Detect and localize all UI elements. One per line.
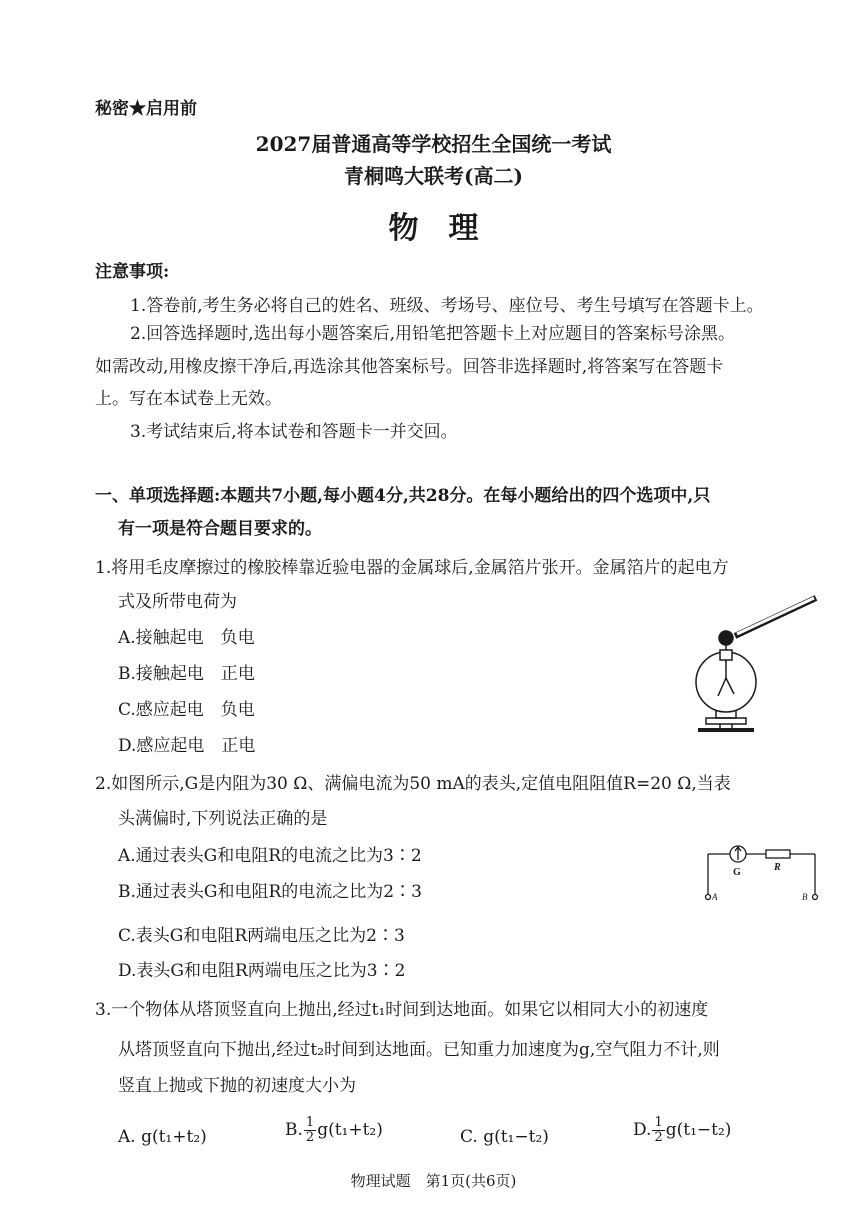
q3-stem-cont: 从塔顶竖直向下抛出,经过t₂时间到达地面。已知重力加速度为g,空气阻力不计,则 bbox=[118, 1040, 720, 1060]
electroscope-figure bbox=[680, 590, 830, 740]
fraction: $\frac{1}{2}$ bbox=[305, 1115, 315, 1145]
note-item: 上。写在本试卷上无效。 bbox=[95, 389, 282, 409]
q3-option-b: B. $\frac{1}{2}$ g(t₁+t₂) bbox=[285, 1115, 383, 1145]
circuit-label-g: G bbox=[733, 867, 741, 878]
q1-stem-cont: 式及所带电荷为 bbox=[118, 592, 237, 612]
exam-title: 2027届普通高等学校招生全国统一考试 bbox=[255, 132, 612, 156]
q3-option-d: D. $\frac{1}{2}$ g(t₁−t₂) bbox=[633, 1115, 732, 1145]
q1-option-d: D.感应起电 正电 bbox=[118, 736, 256, 756]
circuit-label-a: A bbox=[712, 892, 718, 902]
q1-option-a: A.接触起电 负电 bbox=[118, 628, 255, 648]
q2-stem-cont: 头满偏时,下列说法正确的是 bbox=[118, 809, 328, 829]
q1-option-b: B.接触起电 正电 bbox=[118, 664, 255, 684]
q3-stem-cont2: 竖直上抛或下抛的初速度大小为 bbox=[118, 1076, 356, 1096]
section-title: 一、单项选择题:本题共7小题,每小题4分,共28分。在每小题给出的四个选项中,只 bbox=[95, 486, 711, 506]
subject-title: 物 理 bbox=[388, 211, 479, 246]
q2-option-b: B.通过表头G和电阻R的电流之比为2∶3 bbox=[118, 882, 422, 902]
note-item: 3.考试结束后,将本试卷和答题卡一并交回。 bbox=[130, 422, 458, 442]
page-footer: 物理试题 第1页(共6页) bbox=[350, 1172, 517, 1190]
q2-stem: 2.如图所示,G是内阻为30 Ω、满偏电流为50 mA的表头,定值电阻阻值R=20 Ω,当表 bbox=[95, 774, 731, 794]
q2-option-d: D.表头G和电阻R两端电压之比为3∶2 bbox=[118, 961, 406, 981]
q3-option-a: A. g(t₁+t₂) bbox=[118, 1127, 207, 1147]
exam-subtitle: 青桐鸣大联考(高二) bbox=[344, 164, 523, 188]
circuit-diagram bbox=[700, 836, 825, 908]
q1-option-c: C.感应起电 负电 bbox=[118, 700, 255, 720]
circuit-label-b: B bbox=[802, 892, 808, 902]
q2-option-c: C.表头G和电阻R两端电压之比为2∶3 bbox=[118, 926, 405, 946]
note-item: 2.回答选择题时,选出每小题答案后,用铅笔把答题卡上对应题目的答案标号涂黑。 bbox=[130, 324, 736, 344]
circuit-label-r: R bbox=[774, 862, 781, 873]
q1-stem: 1.将用毛皮摩擦过的橡胶棒靠近验电器的金属球后,金属箔片张开。金属箔片的起电方 bbox=[95, 558, 729, 578]
notes-heading: 注意事项: bbox=[95, 262, 170, 282]
q3-stem: 3.一个物体从塔顶竖直向上抛出,经过t₁时间到达地面。如果它以相同大小的初速度 bbox=[95, 1000, 709, 1020]
fraction: $\frac{1}{2}$ bbox=[654, 1115, 663, 1145]
section-title-cont: 有一项是符合题目要求的。 bbox=[118, 519, 322, 539]
secret-label: 秘密★启用前 bbox=[95, 99, 197, 119]
note-item: 1.答卷前,考生务必将自己的姓名、班级、考场号、座位号、考生号填写在答题卡上。 bbox=[130, 296, 764, 316]
q3-option-c: C. g(t₁−t₂) bbox=[460, 1127, 549, 1147]
q2-option-a: A.通过表头G和电阻R的电流之比为3∶2 bbox=[118, 846, 422, 866]
note-item: 如需改动,用橡皮擦干净后,再选涂其他答案标号。回答非选择题时,将答案写在答题卡 bbox=[95, 357, 724, 377]
